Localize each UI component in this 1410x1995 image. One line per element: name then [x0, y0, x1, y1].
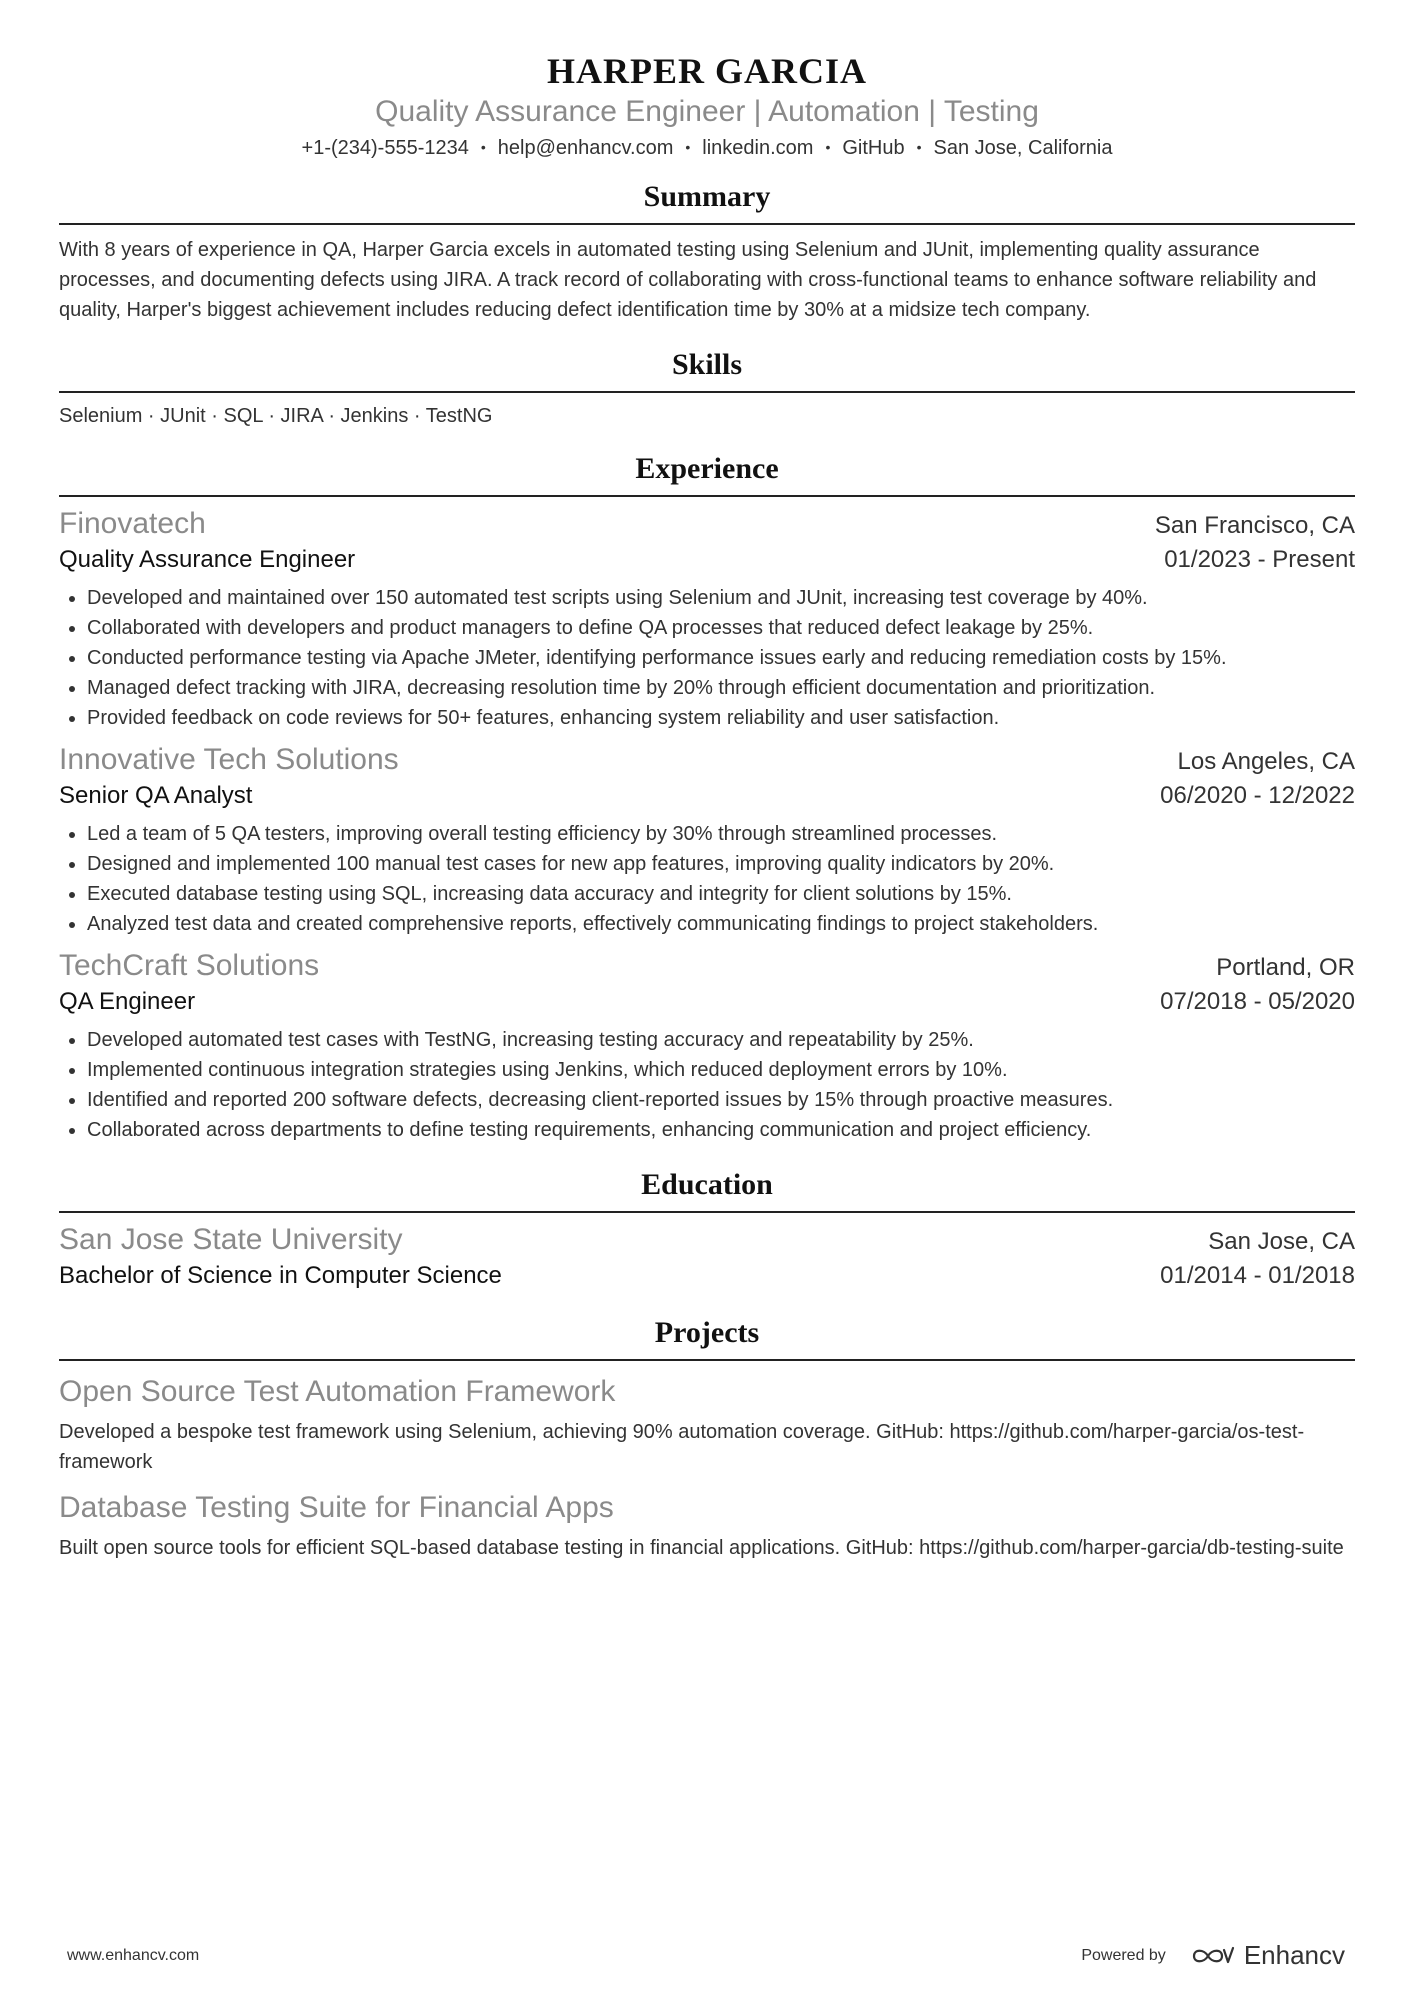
- education-entry: [59, 1221, 1355, 1293]
- entry-role-row: [59, 543, 1355, 577]
- achievement-item: Collaborated across departments to define testing requirements, enhancing communication and project efficiency.: [59, 1115, 1355, 1145]
- skills-list: Selenium · JUnit · SQL · JIRA · Jenkins · TestNG: [59, 405, 493, 427]
- entry-header-row: [59, 741, 1355, 779]
- experience-entry: [59, 505, 1355, 733]
- powered-by-label: Powered by: [1081, 1946, 1166, 1964]
- achievement-item: Analyzed test data and created comprehensive reports, effectively communicating findings to project stakeholders.: [59, 909, 1355, 939]
- achievement-item: Developed and maintained over 150 automated test scripts using Selenium and JUnit, increasing test coverage by 40%.: [59, 583, 1355, 613]
- achievement-item: Implemented continuous integration strategies using Jenkins, which reduced deployment errors by 10%.: [59, 1055, 1355, 1085]
- section-heading-skills: Skills: [59, 345, 1355, 393]
- achievement-item: Designed and implemented 100 manual test cases for new app features, improving quality indicators by 20%.: [59, 849, 1355, 879]
- footer-branding: [1081, 1940, 1345, 1971]
- skills-section: [59, 345, 1355, 431]
- project-title: Database Testing Suite for Financial Apps: [59, 1491, 614, 1524]
- project-title: Open Source Test Automation Framework: [59, 1375, 616, 1408]
- candidate-name: HARPER GARCIA: [546, 51, 867, 91]
- section-heading-projects: Projects: [59, 1313, 1355, 1361]
- contact-line: [59, 134, 1355, 161]
- footer-website-link[interactable]: www.enhancv.com: [67, 1946, 200, 1964]
- company-name: TechCraft Solutions: [59, 949, 320, 982]
- project-description: Built open source tools for efficient SQL-based database testing in financial applications. GitHub: https://github.com/harper-garcia/db-testing-suite: [59, 1537, 1344, 1559]
- section-heading-experience: Experience: [59, 449, 1355, 497]
- contact-separator: •: [825, 139, 831, 155]
- company-location: San Francisco, CA: [1154, 512, 1355, 539]
- contact-github[interactable]: GitHub: [842, 137, 905, 159]
- experience-section: [59, 449, 1355, 1145]
- page-footer: [67, 1940, 1345, 1971]
- project-entry: [59, 1373, 1355, 1477]
- achievement-item: Collaborated with developers and product managers to define QA processes that reduced defect leakage by 25%.: [59, 613, 1355, 643]
- degree: Bachelor of Science in Computer Science: [59, 1262, 502, 1289]
- project-entry: [59, 1489, 1355, 1563]
- contact-separator: •: [685, 139, 691, 155]
- section-heading-summary: Summary: [59, 177, 1355, 225]
- enhancv-logo-icon: [1190, 1944, 1236, 1968]
- achievement-item: Identified and reported 200 software defects, decreasing client-reported issues by 15% through proactive measures.: [59, 1085, 1355, 1115]
- experience-entry: [59, 947, 1355, 1145]
- brand-name: Enhancv: [1243, 1940, 1345, 1970]
- entry-header-row: [59, 1221, 1355, 1259]
- achievement-item: Conducted performance testing via Apache JMeter, identifying performance issues early and reducing remediation costs by 15%.: [59, 643, 1355, 673]
- achievement-list: [59, 819, 1355, 939]
- entry-header-row: [59, 947, 1355, 985]
- achievement-item: Managed defect tracking with JIRA, decreasing resolution time by 20% through efficient documentation and prioritization.: [59, 673, 1355, 703]
- resume-page: [59, 0, 1355, 1563]
- resume-header: [59, 0, 1355, 161]
- entry-role-row: [59, 985, 1355, 1019]
- achievement-item: Provided feedback on code reviews for 50+ features, enhancing system reliability and user satisfaction.: [59, 703, 1355, 733]
- contact-separator: •: [916, 139, 922, 155]
- job-dates: 06/2020 - 12/2022: [1160, 782, 1355, 809]
- company-name: Finovatech: [59, 507, 206, 540]
- job-dates: 07/2018 - 05/2020: [1160, 988, 1355, 1015]
- brand-logo[interactable]: [1190, 1940, 1345, 1971]
- entry-role-row: [59, 779, 1355, 813]
- school-location: San Jose, CA: [1208, 1228, 1355, 1255]
- projects-section: [59, 1313, 1355, 1563]
- school-name: San Jose State University: [59, 1223, 403, 1256]
- education-dates: 01/2014 - 01/2018: [1160, 1262, 1355, 1289]
- contact-phone[interactable]: +1-(234)-555-1234: [301, 137, 469, 159]
- company-location: Portland, OR: [1216, 954, 1355, 981]
- entry-degree-row: [59, 1259, 1355, 1293]
- company-name: Innovative Tech Solutions: [59, 743, 399, 776]
- job-role: Quality Assurance Engineer: [59, 546, 356, 573]
- job-role: Senior QA Analyst: [59, 782, 253, 809]
- experience-entry: [59, 741, 1355, 939]
- project-description: Developed a bespoke test framework using Selenium, achieving 90% automation coverage. GitHub: https://github.com/harper-garcia/os-test-framework: [59, 1421, 1305, 1473]
- achievement-item: Developed automated test cases with TestNG, increasing testing accuracy and repeatability by 25%.: [59, 1025, 1355, 1055]
- summary-section: [59, 177, 1355, 325]
- candidate-title: Quality Assurance Engineer | Automation | Testing: [375, 95, 1039, 128]
- education-section: [59, 1165, 1355, 1293]
- company-location: Los Angeles, CA: [1177, 748, 1355, 775]
- achievement-list: [59, 583, 1355, 733]
- achievement-item: Executed database testing using SQL, increasing data accuracy and integrity for client solutions by 15%.: [59, 879, 1355, 909]
- contact-email[interactable]: help@enhancv.com: [497, 137, 674, 159]
- job-role: QA Engineer: [59, 988, 196, 1015]
- job-dates: 01/2023 - Present: [1164, 546, 1355, 573]
- summary-text: With 8 years of experience in QA, Harper Garcia excels in automated testing using Selenium and JUnit, implementing quality assurance processes, and documenting defects using JIRA. A track record of collaborating with cross-functional teams to enhance software reliability and quality, Harper's biggest achievement includes reducing defect identification time by 30% at a midsize tech company.: [59, 239, 1317, 321]
- entry-header-row: [59, 505, 1355, 543]
- section-heading-education: Education: [59, 1165, 1355, 1213]
- contact-location: San Jose, California: [933, 137, 1113, 159]
- contact-separator: •: [480, 139, 486, 155]
- contact-linkedin[interactable]: linkedin.com: [702, 137, 814, 159]
- achievement-list: [59, 1025, 1355, 1145]
- achievement-item: Led a team of 5 QA testers, improving overall testing efficiency by 30% through streamlined processes.: [59, 819, 1355, 849]
